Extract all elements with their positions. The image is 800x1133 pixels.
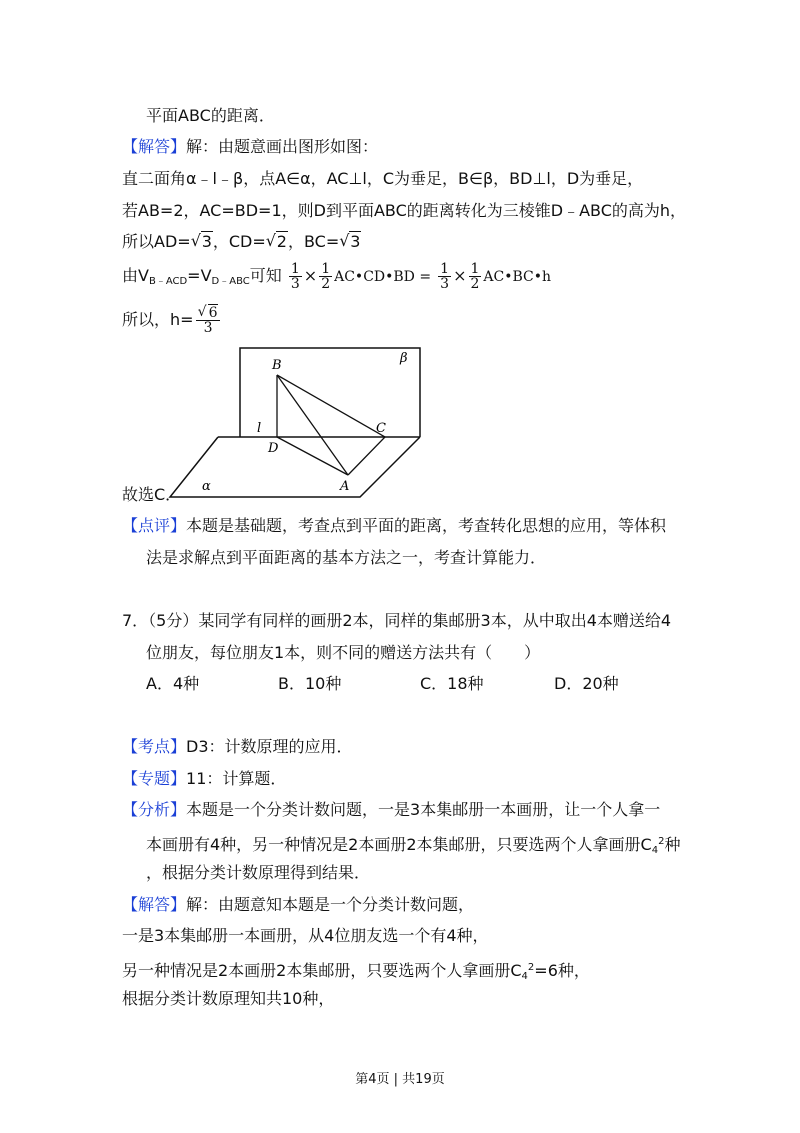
label-A: A [340, 479, 350, 494]
segment-BC [277, 375, 385, 437]
formula-text: 由V [122, 266, 149, 285]
answer-text: 解：由题意知本题是一个分类计数问题， [186, 895, 475, 914]
denominator: 3 [290, 276, 300, 292]
subscript: 4 [521, 971, 528, 982]
formula-text: AC•CD•BD = [334, 269, 432, 285]
label-l: l [257, 421, 262, 436]
sqrt-expression [339, 231, 361, 253]
subscript: D﹣ABC [211, 276, 250, 287]
subscript: 4 [651, 845, 659, 856]
analysis-text: 种 [664, 835, 681, 854]
denominator: 3 [440, 276, 450, 292]
topic-text: 11：计算题． [186, 769, 287, 788]
option-d: D．20种 [554, 674, 619, 693]
analysis-text: 本画册有4种，另一种情况是2本画册2本集邮册，只要选两个人拿画册C [146, 835, 652, 854]
answer-line [122, 894, 474, 916]
label-alpha: α [202, 479, 211, 494]
label-beta: β [400, 351, 408, 366]
option-c: C．18种 [420, 674, 484, 693]
segment-BA [277, 375, 348, 475]
subscript: B﹣ACD [148, 276, 188, 287]
formula-text: 可知 [249, 266, 282, 285]
formula-text: AC•BC•h [483, 269, 552, 285]
formula-text: ，BC= [287, 232, 340, 251]
superscript: 2 [658, 836, 665, 847]
knowledge-tag: 【考点】 [122, 737, 187, 756]
formula-text: 所以AD= [122, 232, 191, 251]
numerator: 1 [440, 261, 450, 277]
text-line [122, 957, 590, 988]
text-line [146, 831, 680, 862]
superscript: 2 [527, 962, 535, 973]
formula-line [122, 306, 222, 335]
question-stem: 位朋友，每位朋友1本，则不同的赠送方法共有（ ） [146, 643, 541, 662]
sqrt-expression [266, 231, 288, 253]
knowledge-point-line [122, 736, 353, 758]
topic-tag: 【专题】 [122, 769, 187, 788]
option-b: B．10种 [278, 674, 342, 693]
numerator: 1 [290, 261, 300, 277]
radicand: 3 [201, 232, 212, 251]
formula-text: 所以，h= [122, 310, 194, 329]
analysis-tag: 【分析】 [122, 800, 187, 819]
page-footer: 第4页 | 共19页 [355, 1072, 445, 1087]
question-stem: 7．（5分）某同学有同样的画册2本，同样的集邮册3本，从中取出4本赠送给4 [122, 611, 672, 630]
fraction [289, 262, 302, 291]
label-D: D [268, 441, 279, 456]
formula-text: =V [187, 266, 212, 285]
numerator: 1 [470, 261, 480, 277]
label-B: B [272, 358, 282, 373]
formula-line [122, 262, 551, 293]
sqrt-expression [191, 231, 213, 253]
fraction [469, 262, 482, 291]
answer-text: =6种， [534, 961, 590, 980]
answer-text: 解：由题意画出图形如图： [186, 137, 379, 156]
numerator: 1 [321, 261, 331, 277]
denominator: 2 [321, 276, 331, 292]
text-line: ，根据分类计数原理得到结果． [146, 863, 371, 882]
option-a: A．4种 [146, 674, 200, 693]
analysis-line [122, 799, 660, 821]
answer-tag: 【解答】 [122, 895, 187, 914]
comment-line [122, 515, 666, 537]
denominator: 3 [203, 320, 213, 336]
fraction [438, 262, 451, 291]
radicand: 6 [208, 305, 218, 321]
dihedral-angle-figure [160, 340, 440, 505]
answer-line [122, 136, 378, 158]
segment-DA [277, 437, 348, 475]
fraction [196, 306, 221, 335]
answer-text: 另一种情况是2本画册2本集邮册，只要选两个人拿画册C [122, 961, 522, 980]
text-line: 若AB=2，AC=BD=1，则D到平面ABC的距离转化为三棱锥D﹣ABC的高为h， [122, 201, 687, 220]
denominator: 2 [470, 276, 480, 292]
sqrt-expression [198, 306, 219, 320]
text-line: 根据分类计数原理知共10种， [122, 989, 335, 1008]
text-line: 平面ABC的距离． [146, 106, 275, 125]
text-line: 故选C． [122, 485, 182, 504]
plane-beta-outline [240, 348, 420, 437]
topic-line [122, 768, 286, 790]
comment-text: 本题是基础题，考查点到平面的距离，考查转化思想的应用，等体积 [186, 516, 667, 535]
text-line: 法是求解点到平面距离的基本方法之一，考查计算能力． [146, 548, 547, 567]
analysis-text: 本题是一个分类计数问题，一是3本集邮册一本画册，让一个人拿一 [186, 800, 661, 819]
times-sign: × [453, 266, 467, 285]
times-sign: × [303, 266, 318, 285]
formula-text: ，CD= [212, 232, 266, 251]
formula-line [122, 231, 361, 253]
comment-tag: 【点评】 [122, 516, 187, 535]
radicand: 3 [350, 232, 361, 251]
text-line: 直二面角α﹣l﹣β，点A∈α，AC⊥l，C为垂足，B∈β，BD⊥l，D为垂足， [122, 169, 644, 188]
text-line: 一是3本集邮册一本画册，从4位朋友选一个有4种， [122, 926, 489, 945]
label-C: C [376, 421, 386, 436]
fraction [319, 262, 332, 291]
knowledge-text: D3：计数原理的应用． [186, 737, 353, 756]
numerator [196, 306, 221, 321]
segment-CA [348, 437, 385, 475]
answer-tag: 【解答】 [122, 137, 187, 156]
radicand: 2 [276, 232, 287, 251]
